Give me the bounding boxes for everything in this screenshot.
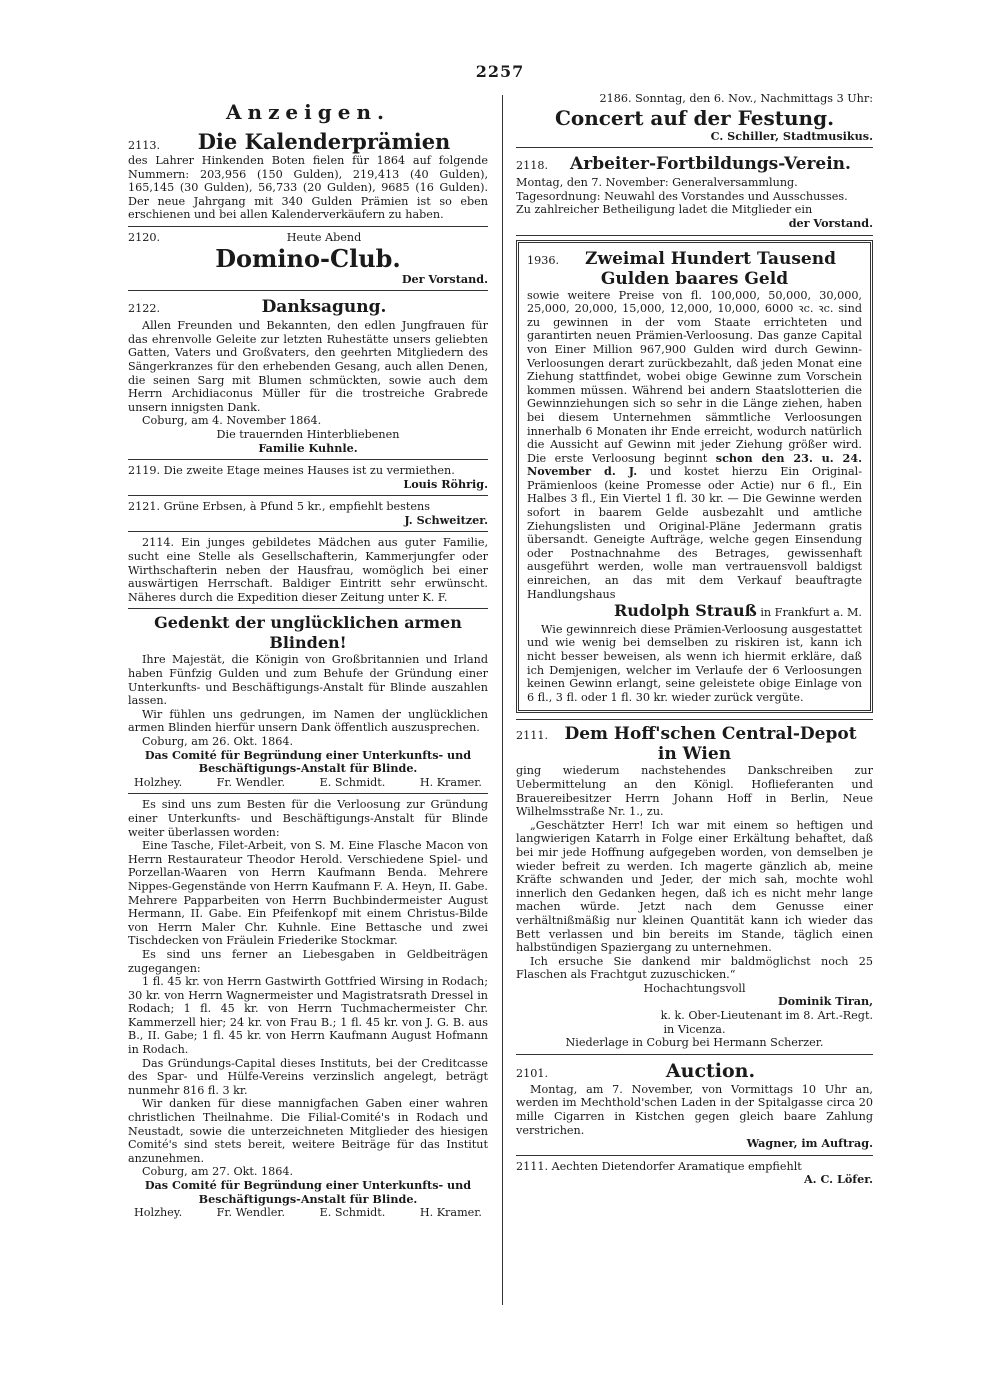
ad-concert	[516, 92, 873, 143]
ad-body: Das Gründungs-Capital dieses Instituts, bei der Creditcasse des Spar- und Hülfe-Vereins verzinslich angelegt, beträgt nunmehr 816 fl. 3 kr.	[128, 1056, 488, 1097]
ad-maedchen	[128, 536, 488, 604]
ad-comite: Das Comité für Begründung einer Unterkunfts- und Beschäftigungs-Anstalt für Blinde.	[144, 747, 472, 776]
ad-body: 1 fl. 45 kr. von Herrn Gastwirth Gottfried Wirsing in Rodach; 30 kr. von Herrn Wagnermeister und Magistratsrath Dressel in Rodach; 1 fl. 45 kr. von Herrn Tuchmachermeister Chr. Kammerzell hier; 24 kr. von Frau B.; 1 fl. 45 kr. von J. G. B. aus B., II. Gabe; 1 fl. 45 kr. von Herrn Kaufmann August Hofmann in Rodach.	[128, 975, 488, 1057]
ad-body: Tagesordnung: Neuwahl des Vorstandes und Ausschusses.	[516, 189, 848, 203]
ad-body-text: sowie weitere Preise von fl. 100,000, 50,000, 30,000, 25,000, 20,000, 15,000, 12,000, 10,000, 6000 ꝛc. ꝛc. sind zu gewinnen in der vom Staate errichteten und garantirten neuen Prämien-Verloosung. Das ganze Capital von Einer Million 967,900 Gulden wird durch Gewinn-Verloosungen derart zurückbezahlt, daß jeden Monat eine Ziehung stattfindet, wobei obige Gewinne zum Vorschein kommen müssen. Während bei andern Staatslotterien die Gewinnziehungen sich so sehr in die Länge ziehen, haben bei diesem Unternehmen sämmtliche Verloosungen innerhalb 6 Monaten ihr Ende erreicht, wodurch natürlich die Aussicht auf Gewinn mit jeder Ziehung größer wird. Die erste Verloosung beginnt	[527, 288, 862, 465]
ad-verloosung	[128, 798, 488, 1219]
ad-signature: Dominik Tiran,	[777, 994, 873, 1009]
ad-body: ging wiederum nachstehendes Dankschreiben zur Uebermittelung an den Königl. Hoflieferanten und Brauereibesitzer Herrn Johann Hoff in Berlin, Neue Wilhelmsstraße Nr. 1., zu.	[516, 764, 873, 819]
ad-signature: C. Schiller, Stadtmusikus.	[710, 128, 873, 143]
ad-title: Concert auf der Festung.	[554, 105, 835, 130]
ad-body: Wir fühlen uns gedrungen, im Namen der unglücklichen armen Blinden hierfür unsern Dank öffentlich auszusprechen.	[128, 707, 488, 735]
ad-gruene-erbsen	[128, 500, 488, 527]
ad-body: Ein junges gebildetes Mädchen aus guter Familie, sucht eine Stelle als Gesellschafterin, Kammerjungfer oder Wirthschafterin neben der Hausfrau, womöglich bei einer auswärtigen Herrschaft. Baldiger Eintritt sehr erwünscht. Näheres durch die Expedition dieser Zeitung unter K. F.	[128, 536, 488, 604]
member-name: Fr. Wendler.	[216, 775, 286, 789]
ad-date: Coburg, am 26. Okt. 1864.	[142, 735, 294, 748]
ad-auction	[516, 1059, 873, 1151]
ad-subtitle: in Wien	[657, 744, 732, 765]
ad-number: 2119.	[128, 464, 161, 478]
ad-signature: Familie Kuhnle.	[258, 440, 358, 455]
ad-signature-line: Die trauernden Hinterbliebenen	[216, 427, 400, 441]
ad-body: Ich ersuche Sie dankend mir baldmöglichst noch 25 Flaschen als Frachtgut zuzuschicken.“	[516, 954, 873, 982]
ad-title: Danksagung.	[261, 297, 387, 318]
ad-body: Montag, am 7. November, von Vormittags 10 Uhr an, werden im Mechthold'schen Laden in der Spitalgasse circa 20 mille Cigarren in Kistchen gegen gleich baare Zahlung verstrichen.	[516, 1082, 873, 1137]
ad-number: 2118.	[516, 159, 549, 173]
ad-body: 2111. Aechten Dietendorfer Aramatique empfiehlt	[516, 1159, 802, 1173]
ad-lotterie	[516, 240, 873, 714]
left-column	[128, 92, 488, 1322]
member-name: H. Kramer.	[419, 775, 482, 789]
ad-body: Allen Freunden und Bekannten, den edlen Jungfrauen für das ehrenvolle Geleite zur letzten Ruhestätte unsers geliebten Gatten, Vaters und Großvaters, den geehrten Mitgliedern des Sängerkranzes für den erhebenden Gesang, auch allen Denen, die seinen Sarg mit Blumen schmückten, sowie auch dem Herrn Archidiaconus Müller für die trostreiche Grabrede unsern innigsten Dank.	[128, 319, 488, 414]
ad-body-highlight: schon den 23. u. 24. November d. J.	[527, 450, 862, 479]
member-name: E. Schmidt.	[319, 775, 386, 789]
ad-body: des Lahrer Hinkenden Boten fielen für 1864 auf folgende Nummern: 203,956 (150 Gulden), 219,413 (40 Gulden), 165,145 (30 Gulden), 56,733 (20 Gulden), 9685 (16 Gulden). Der neue Jahrgang mit 340 Gulden Prämien ist so eben erschienen und bei allen Kalenderverkäufern zu haben.	[128, 154, 488, 222]
ad-date: Coburg, am 27. Okt. 1864.	[142, 1165, 294, 1179]
ad-closing: Hochachtungsvoll	[643, 981, 746, 995]
ad-body: Es sind uns zum Besten für die Verloosung zur Gründung einer Unterkunfts- und Beschäftigungs-Anstalt für Blinde weiter überlassen worden:	[128, 798, 488, 839]
ad-body: Wie gewinnreich diese Prämien-Verloosung ausgestattet und wie wenig bei demselben zu riskiren ist, kann ich nicht besser beweisen, als wenn ich hiermit erkläre, daß ich Demjenigen, welcher im Verlaufe der 6 Verloosungen keinen Gewinn erlangt, seine geleistete obige Einlage von 6 fl., 3 fl. oder 1 fl. 30 kr. wieder zurück vergüte.	[527, 622, 862, 704]
ad-body	[527, 289, 862, 602]
ad-title: Zweimal Hundert Tausend	[585, 248, 836, 269]
ad-subtitle: Gulden baares Geld	[600, 268, 789, 289]
ad-signature: A. C. Löfer.	[804, 1172, 873, 1187]
ad-body: „Geschätzter Herr! Ich war mit einem so heftigen und langwierigen Katarrh in Folge einer Erkältung behaftet, daß bei mir jede Hoffnung aufgegeben worden, von demselben je wieder befreit zu werden. Ich magerte gänzlich ab, meine Kräfte schwanden und Jeder, der mich sah, mochte wohl innerlich den Gedanken hegen, daß ich es nicht mehr lange machen würde. Jetzt nach dem Genusse einer verhältnißmäßig nur kleinen Quantität kann ich wieder das Bett verlassen und bin bereits im Stande, täglich einen halbstündigen Spaziergang zu unternehmen.	[516, 818, 873, 955]
page-number: 2257	[475, 62, 525, 81]
ad-aromatique	[516, 1160, 873, 1187]
ad-number: 2101.	[516, 1066, 549, 1080]
ad-body: Wir danken für diese mannigfachen Gaben einer wahren christlichen Theilnahme. Die Filial-Comité's in Rodach und Neustadt, sowie die unterzeichneten Mitglieder des hiesigen Comité's sind stets bereit, weitere Beiträge für das Institut anzunehmen.	[128, 1097, 488, 1165]
ad-comite: Das Comité für Begründung einer Unterkunfts- und Beschäftigungs-Anstalt für Blinde.	[144, 1178, 472, 1206]
ad-signature: Louis Röhrig.	[403, 476, 488, 491]
ad-firm: Rudolph Strauß	[613, 601, 757, 621]
ad-title: Dem Hoff'schen Central-Depot	[564, 724, 857, 745]
ad-number: 1936.	[527, 253, 560, 267]
ad-signature-place: in Vicenza.	[663, 1022, 726, 1036]
ad-number: 2113.	[128, 139, 161, 152]
ad-number: 2114.	[142, 536, 175, 550]
ad-blinden	[128, 613, 488, 789]
ad-domino-club	[128, 231, 488, 286]
ad-number: 2122.	[128, 302, 161, 316]
ad-title: Domino-Club.	[215, 243, 401, 273]
ad-body: Zu zahlreicher Betheiligung ladet die Mitglieder ein	[516, 203, 813, 217]
ad-names	[128, 1206, 488, 1220]
ad-signature: der Vorstand.	[788, 215, 873, 230]
ad-signature: J. Schweitzer.	[404, 512, 488, 527]
member-name: Holzhey.	[134, 1206, 183, 1220]
ad-number: 2120.	[128, 230, 161, 244]
section-heading: Anzeigen.	[226, 100, 390, 124]
ad-body: Die zweite Etage meines Hauses ist zu vermiethen.	[163, 464, 455, 478]
ad-signature: Wagner, im Auftrag.	[746, 1136, 873, 1151]
ad-signature: Der Vorstand.	[401, 271, 488, 286]
ad-body: Ihre Majestät, die Königin von Großbritannien und Irland haben Fünfzig Gulden und zum Behufe der Gründung einer Unterkunfts- und Beschäftigungs-Anstalt für Blinde auszahlen lassen.	[128, 653, 488, 708]
ad-pretitle: Heute Abend	[286, 230, 362, 244]
ad-niederlage: Niederlage in Coburg bei Hermann Scherzer.	[565, 1036, 824, 1050]
ad-title: Auction.	[665, 1059, 756, 1082]
ad-zweite-etage	[128, 464, 488, 491]
ad-firm-location: in Frankfurt a. M.	[760, 606, 862, 620]
ad-body: Grüne Erbsen, à Pfund 5 kr., empfiehlt bestens	[163, 500, 430, 514]
ad-title: Gedenkt der unglücklichen armen Blinden!	[154, 613, 462, 653]
ad-title: Die Kalenderprämien	[197, 129, 451, 154]
ad-title: Arbeiter-Fortbildungs-Verein.	[570, 154, 851, 175]
ad-body: Eine Tasche, Filet-Arbeit, von S. M. Eine Flasche Macon von Herrn Restaurateur Theodor Herold. Verschiedene Spiel- und Porzellan-Waaren von Herrn Kaufmann Benda. Mehrere Nippes-Gegenstände von Herrn Kaufmann F. A. Heyn, II. Gabe. Mehrere Papparbeiten von Herrn Buchbindermeister August Hermann, II. Gabe. Ein Pfeifenkopf mit einem Christus-Bilde von Herrn Maler Chr. Kuhnle. Eine Bettasche und zwei Tischdecken von Fräulein Friederike Stockmar.	[128, 839, 488, 948]
ad-arbeiter-verein	[516, 152, 873, 230]
column-divider	[502, 95, 503, 1305]
ad-names	[128, 776, 488, 790]
ad-date: Coburg, am 4. November 1864.	[142, 414, 322, 428]
ad-kalenderpraemien	[128, 130, 488, 222]
ad-signature-rank: k. k. Ober-Lieutenant im 8. Art.-Regt.	[660, 1009, 873, 1023]
ad-body: Montag, den 7. November: Generalversammlung.	[516, 176, 798, 190]
ad-number: 2121.	[128, 500, 161, 514]
member-name: H. Kramer.	[419, 1206, 482, 1220]
ad-number: 2111.	[516, 729, 549, 743]
ad-danksagung	[128, 295, 488, 455]
ad-head: 2186. Sonntag, den 6. Nov., Nachmittags 3 Uhr:	[599, 92, 873, 105]
right-column	[516, 92, 873, 1307]
ad-body-text: und kostet hierzu Ein Original-Prämienloos (keine Promesse oder Actie) nur 6 fl., Ein Halbes 3 fl., Ein Viertel 1 fl. 30 kr. — Die Gewinne werden sofort in baarem Gelde ausbezahlt und amtliche Ziehungslisten und Original-Pläne Jedermann gratis übersandt. Geneigte Aufträge, welche gegen Einsendung oder Postnachnahme des Betrages, gewissenhaft ausgeführt werden, wolle man vertrauensvoll baldigst einreichen, an das mit dem Verkauf beauftragte Handlungshaus	[527, 465, 862, 601]
ad-body: Es sind uns ferner an Liebesgaben in Geldbeiträgen zugegangen:	[128, 947, 488, 975]
member-name: Holzhey.	[134, 775, 183, 789]
member-name: E. Schmidt.	[319, 1206, 386, 1220]
ad-hoff	[516, 724, 873, 1049]
member-name: Fr. Wendler.	[216, 1206, 286, 1220]
